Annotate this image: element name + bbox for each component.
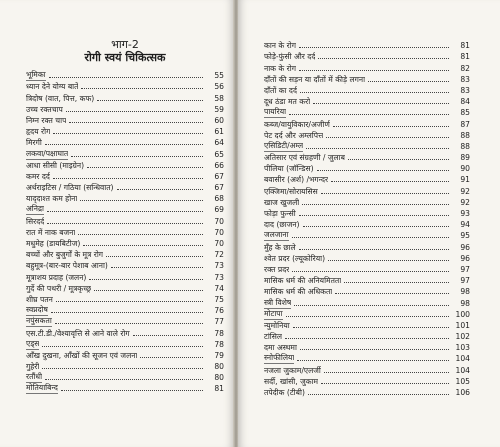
- entry-page-number: 87: [460, 119, 470, 129]
- toc-entry: [264, 364, 470, 375]
- dot-leader: [368, 81, 449, 82]
- dot-leader: [55, 323, 203, 324]
- dot-leader: [324, 372, 449, 373]
- dot-leader: [321, 383, 449, 384]
- entry-page-number: 88: [460, 141, 470, 151]
- toc-entry: [264, 96, 470, 107]
- dot-leader: [47, 223, 203, 224]
- toc-entry: [26, 260, 224, 271]
- dot-leader: [303, 226, 449, 227]
- dot-leader: [299, 47, 449, 48]
- entry-title: बवासीर (अर्श) /भगन्दर: [264, 175, 329, 185]
- toc-entry: [26, 70, 224, 81]
- dot-leader: [294, 305, 449, 306]
- dot-leader: [321, 193, 449, 194]
- toc-entry: [26, 361, 224, 372]
- entry-title: निम्न रक्त चाप: [26, 115, 67, 125]
- dot-leader: [300, 92, 449, 93]
- entry-title: मुँह के छाले: [264, 242, 296, 252]
- toc-entry: [264, 152, 470, 163]
- entry-page-number: 80: [214, 362, 224, 372]
- dot-leader: [317, 170, 449, 171]
- dot-leader: [45, 379, 203, 380]
- dot-leader: [106, 256, 203, 257]
- entry-page-number: 70: [214, 216, 224, 226]
- entry-title: कमर दर्द: [26, 171, 50, 181]
- entry-page-number: 96: [460, 253, 470, 263]
- toc-entry: [26, 339, 224, 350]
- entry-page-number: 81: [460, 52, 470, 62]
- toc-entry: [264, 387, 470, 398]
- dot-leader: [53, 178, 203, 179]
- toc-entry: [264, 253, 470, 264]
- toc-entry: [264, 320, 470, 331]
- entry-title: अनिद्रा: [26, 204, 44, 214]
- entry-title: स्वप्नदोष: [26, 305, 48, 315]
- entry-page-number: 61: [214, 127, 224, 137]
- entry-title: अर्थराइटिस / गठिया (सन्धिवात): [26, 183, 114, 193]
- toc-entry: [264, 74, 470, 85]
- toc-entry: [264, 219, 470, 230]
- entry-page-number: 74: [214, 283, 224, 293]
- toc-entry: [264, 118, 470, 129]
- dot-leader: [299, 215, 449, 216]
- toc-entry: [264, 230, 470, 241]
- dot-leader: [133, 335, 203, 336]
- dot-leader: [56, 301, 203, 302]
- entry-title: मिरगी: [26, 138, 42, 148]
- entry-page-number: 70: [214, 227, 224, 237]
- dot-leader: [313, 103, 449, 104]
- dot-leader: [333, 126, 449, 127]
- entry-page-number: 80: [214, 373, 224, 383]
- entry-title: लकवा/पक्षाघात: [26, 148, 69, 158]
- entry-page-number: 96: [460, 242, 470, 252]
- entry-page-number: 67: [214, 183, 224, 193]
- entry-title: नजला जुकाम/एलर्जी: [264, 365, 321, 375]
- dot-leader: [78, 234, 203, 235]
- dot-leader: [117, 189, 203, 190]
- entry-title: स्नोफीलिया: [264, 353, 295, 363]
- dot-leader: [292, 271, 449, 272]
- entry-page-number: 91: [460, 175, 470, 185]
- toc-entry: [26, 350, 224, 361]
- dot-leader: [71, 156, 203, 157]
- dot-leader: [308, 394, 449, 395]
- entry-page-number: 84: [460, 97, 470, 107]
- entry-title: कब्ज/वायुविकार/अजीर्ण: [264, 119, 330, 129]
- entry-title: कान के रोग: [264, 41, 297, 51]
- entry-title: रक्त प्रदर: [264, 264, 290, 274]
- dot-leader: [66, 111, 203, 112]
- entry-title: सर्दी, खांसी, जुकाम: [264, 376, 319, 386]
- entry-title: स्त्री विशेष: [264, 297, 292, 307]
- entry-title: दमा अस्थमा: [264, 343, 297, 353]
- dot-leader: [80, 200, 203, 201]
- entry-title: दाँतों का दर्द: [264, 85, 297, 95]
- part-label: भाग-2: [111, 38, 139, 51]
- dot-leader: [335, 293, 449, 294]
- entry-title: याद्‌दाश्त कम होना: [26, 194, 78, 204]
- entry-page-number: 59: [214, 104, 224, 114]
- toc-entry: [264, 309, 470, 320]
- entry-title: रतौंधी: [26, 372, 43, 382]
- toc-entry: [264, 85, 470, 96]
- entry-page-number: 94: [460, 220, 470, 230]
- dot-leader: [51, 312, 203, 313]
- entry-title: दाद (छाजन): [264, 220, 300, 230]
- dot-leader: [83, 245, 203, 246]
- entry-title: अतिसार एवं संग्रहणी / जुलाब: [264, 153, 345, 163]
- dot-leader: [94, 290, 203, 291]
- dot-leader: [286, 316, 449, 317]
- section-title: रोगी स्वयं चिकित्सक: [84, 51, 166, 64]
- entry-title: मोटापा: [264, 308, 283, 318]
- toc-entry: [26, 383, 224, 394]
- entry-title: फोड़े-फुंसी और दर्द: [264, 52, 316, 62]
- toc-entry: [26, 204, 224, 215]
- entry-title: टांसिल: [264, 332, 283, 342]
- toc-entry: [264, 297, 470, 308]
- toc-entry: [264, 107, 470, 118]
- toc-entry: [264, 264, 470, 275]
- entry-title: भूमिका: [26, 70, 46, 80]
- entry-title: नपुंसकता: [26, 316, 52, 326]
- dot-leader: [328, 260, 449, 261]
- entry-page-number: 97: [460, 264, 470, 274]
- dot-leader: [299, 70, 449, 71]
- entry-page-number: 98: [460, 298, 470, 308]
- entry-page-number: 102: [455, 332, 470, 342]
- dot-leader: [292, 237, 449, 238]
- toc-entry: [26, 316, 224, 327]
- toc-entry: [26, 327, 224, 338]
- dot-leader: [42, 346, 203, 347]
- entry-title: दूध ठंडा मत करो: [264, 97, 311, 107]
- toc-entry: [26, 238, 224, 249]
- dot-leader: [299, 249, 449, 250]
- dot-leader: [331, 181, 449, 182]
- toc-entry: [26, 160, 224, 171]
- entry-page-number: 85: [460, 108, 470, 118]
- toc-entry: [26, 271, 224, 282]
- toc-entry: [26, 249, 224, 260]
- toc-list-right: [264, 40, 470, 398]
- toc-entry: [26, 81, 224, 92]
- dot-leader: [300, 349, 449, 350]
- toc-entry: [26, 227, 224, 238]
- entry-title: मूत्राशय प्रदाह (जलन): [26, 272, 87, 282]
- entry-page-number: 83: [460, 85, 470, 95]
- dot-leader: [81, 88, 203, 89]
- toc-entry: [264, 331, 470, 342]
- entry-title: गुर्दे की पथरी / मूत्रकृच्छ्र: [26, 283, 92, 293]
- entry-title: खाज खुजली: [264, 197, 300, 207]
- entry-page-number: 70: [214, 239, 224, 248]
- toc-entry: [264, 163, 470, 174]
- toc-entry: [26, 283, 224, 294]
- entry-page-number: 78: [214, 328, 224, 338]
- entry-page-number: 78: [214, 339, 224, 349]
- entry-title: नाक के रोग: [264, 63, 297, 73]
- entry-title: मोतियाबिन्द: [26, 383, 58, 393]
- entry-page-number: 103: [455, 343, 470, 353]
- entry-page-number: 92: [460, 186, 470, 196]
- entry-page-number: 76: [214, 306, 224, 316]
- dot-leader: [87, 167, 203, 168]
- entry-page-number: 66: [214, 160, 224, 170]
- entry-page-number: 68: [214, 194, 224, 204]
- toc-entry: [26, 182, 224, 193]
- entry-page-number: 79: [214, 350, 224, 360]
- dot-leader: [306, 148, 449, 149]
- dot-leader: [293, 327, 449, 328]
- dot-leader: [97, 100, 203, 101]
- entry-page-number: 90: [460, 164, 470, 174]
- entry-title: ध्यान देने योग्य बातें: [26, 82, 79, 92]
- toc-entry: [26, 215, 224, 226]
- entry-page-number: 88: [460, 130, 470, 140]
- dot-leader: [53, 133, 203, 134]
- dot-leader: [318, 58, 449, 59]
- dot-leader: [344, 282, 449, 283]
- toc-entry: [264, 353, 470, 364]
- toc-entry: [264, 174, 470, 185]
- entry-title: आधा सीसी (माइग्रेन): [26, 160, 85, 170]
- entry-title: उच्च रक्तचाप: [26, 104, 63, 114]
- entry-title: पेट दर्द और अम्लपित्त: [264, 130, 324, 140]
- entry-title: एक्जिमा/सोरायसिस: [264, 186, 318, 196]
- entry-page-number: 69: [214, 205, 224, 215]
- entry-title: पायरिया: [264, 107, 287, 117]
- toc-entry: [264, 40, 470, 51]
- toc-entry: [26, 92, 224, 103]
- entry-page-number: 72: [214, 250, 224, 260]
- left-page: [0, 0, 234, 447]
- entry-page-number: 56: [214, 82, 224, 92]
- entry-page-number: 77: [214, 317, 224, 327]
- entry-page-number: 65: [214, 149, 224, 159]
- entry-title: सिरदर्द: [26, 216, 45, 226]
- toc-entry: [26, 115, 224, 126]
- entry-title: रात में नाक बजना: [26, 227, 76, 237]
- entry-title: पीलिया (जॉन्डिस): [264, 164, 314, 174]
- entry-page-number: 81: [214, 384, 224, 394]
- dot-leader: [89, 279, 203, 280]
- entry-page-number: 67: [214, 171, 224, 181]
- dot-leader: [111, 267, 203, 268]
- entry-page-number: 97: [460, 276, 470, 286]
- toc-entry: [26, 171, 224, 182]
- entry-page-number: 73: [214, 272, 224, 282]
- dot-leader: [61, 390, 203, 391]
- entry-page-number: 81: [460, 41, 470, 51]
- toc-entry: [264, 185, 470, 196]
- dot-leader: [348, 159, 449, 160]
- entry-title: एड्स: [26, 338, 40, 348]
- entry-title: दाँतों की सड़न या दाँतों में कीड़े लगना: [264, 74, 366, 84]
- toc-entry: [264, 241, 470, 252]
- entry-page-number: 75: [214, 294, 224, 304]
- entry-title: एस.टी.डी./वेश्यावृत्ति से आने वाले रोग: [26, 328, 130, 338]
- toc-entry: [26, 305, 224, 316]
- entry-title: श्वेत प्रदर (ल्यूकोरिया): [264, 253, 326, 263]
- entry-page-number: 64: [214, 138, 224, 148]
- entry-title: बहुमूत्र-(बार-बार पेशाब आना): [26, 261, 108, 271]
- dot-leader: [285, 338, 449, 339]
- entry-page-number: 104: [455, 365, 470, 375]
- entry-title: तपेदीक (टीबी): [264, 388, 305, 397]
- entry-title: हृदय रोग: [26, 127, 51, 137]
- toc-entry: [264, 62, 470, 73]
- entry-title: आँख दुखना, आँखों की सूजन एवं जलना: [26, 350, 138, 360]
- toc-entry: [264, 342, 470, 353]
- right-page: [238, 0, 500, 447]
- entry-page-number: 100: [455, 309, 470, 319]
- toc-entry: [26, 104, 224, 115]
- section-header: [26, 38, 224, 64]
- toc-entry: [264, 51, 470, 62]
- dot-leader: [297, 360, 449, 361]
- dot-leader: [45, 144, 203, 145]
- entry-title: शीघ्र पतन: [26, 294, 53, 304]
- entry-page-number: 73: [214, 261, 224, 271]
- entry-page-number: 82: [460, 63, 470, 73]
- toc-entry: [264, 197, 470, 208]
- entry-title: मासिक धर्म की अधिकता: [264, 287, 333, 297]
- entry-title: एसिडिटी/अम्ल: [264, 140, 304, 150]
- entry-title: जलजाना: [264, 230, 289, 240]
- entry-title: मधुमेह (डायबिटीज): [26, 239, 81, 248]
- toc-entry: [26, 126, 224, 137]
- toc-entry: [264, 141, 470, 152]
- dot-leader: [289, 114, 449, 115]
- entry-page-number: 104: [455, 354, 470, 364]
- toc-list-left: [26, 70, 224, 394]
- entry-page-number: 60: [214, 115, 224, 125]
- entry-page-number: 98: [460, 287, 470, 297]
- entry-page-number: 58: [214, 93, 224, 103]
- toc-entry: [264, 208, 470, 219]
- dot-leader: [47, 211, 203, 212]
- dot-leader: [326, 137, 449, 138]
- entry-page-number: 106: [455, 388, 470, 397]
- entry-page-number: 105: [455, 376, 470, 386]
- entry-title: बच्चों और बुजुर्गों के मूत्र रोग: [26, 250, 104, 260]
- entry-page-number: 101: [455, 320, 470, 330]
- entry-title: गुहेरी: [26, 362, 40, 372]
- entry-page-number: 89: [460, 153, 470, 163]
- entry-title: न्युमोनिया: [264, 320, 290, 330]
- toc-entry: [264, 286, 470, 297]
- entry-page-number: 92: [460, 197, 470, 207]
- dot-leader: [69, 122, 203, 123]
- entry-title: फोड़ा फुन्सी: [264, 209, 296, 218]
- toc-entry: [264, 275, 470, 286]
- dot-leader: [302, 204, 449, 205]
- toc-entry: [26, 294, 224, 305]
- entry-title: मासिक धर्म की अनियमितता: [264, 276, 342, 286]
- dot-leader: [140, 357, 203, 358]
- entry-title: त्रिदोष (वात, पित्त, कफ): [26, 93, 95, 103]
- entry-page-number: 93: [460, 209, 470, 218]
- entry-page-number: 95: [460, 231, 470, 241]
- dot-leader: [49, 77, 203, 78]
- entry-page-number: 83: [460, 74, 470, 84]
- toc-entry: [264, 376, 470, 387]
- entry-page-number: 55: [214, 71, 224, 81]
- toc-entry: [26, 193, 224, 204]
- toc-entry: [26, 148, 224, 159]
- dot-leader: [42, 368, 203, 369]
